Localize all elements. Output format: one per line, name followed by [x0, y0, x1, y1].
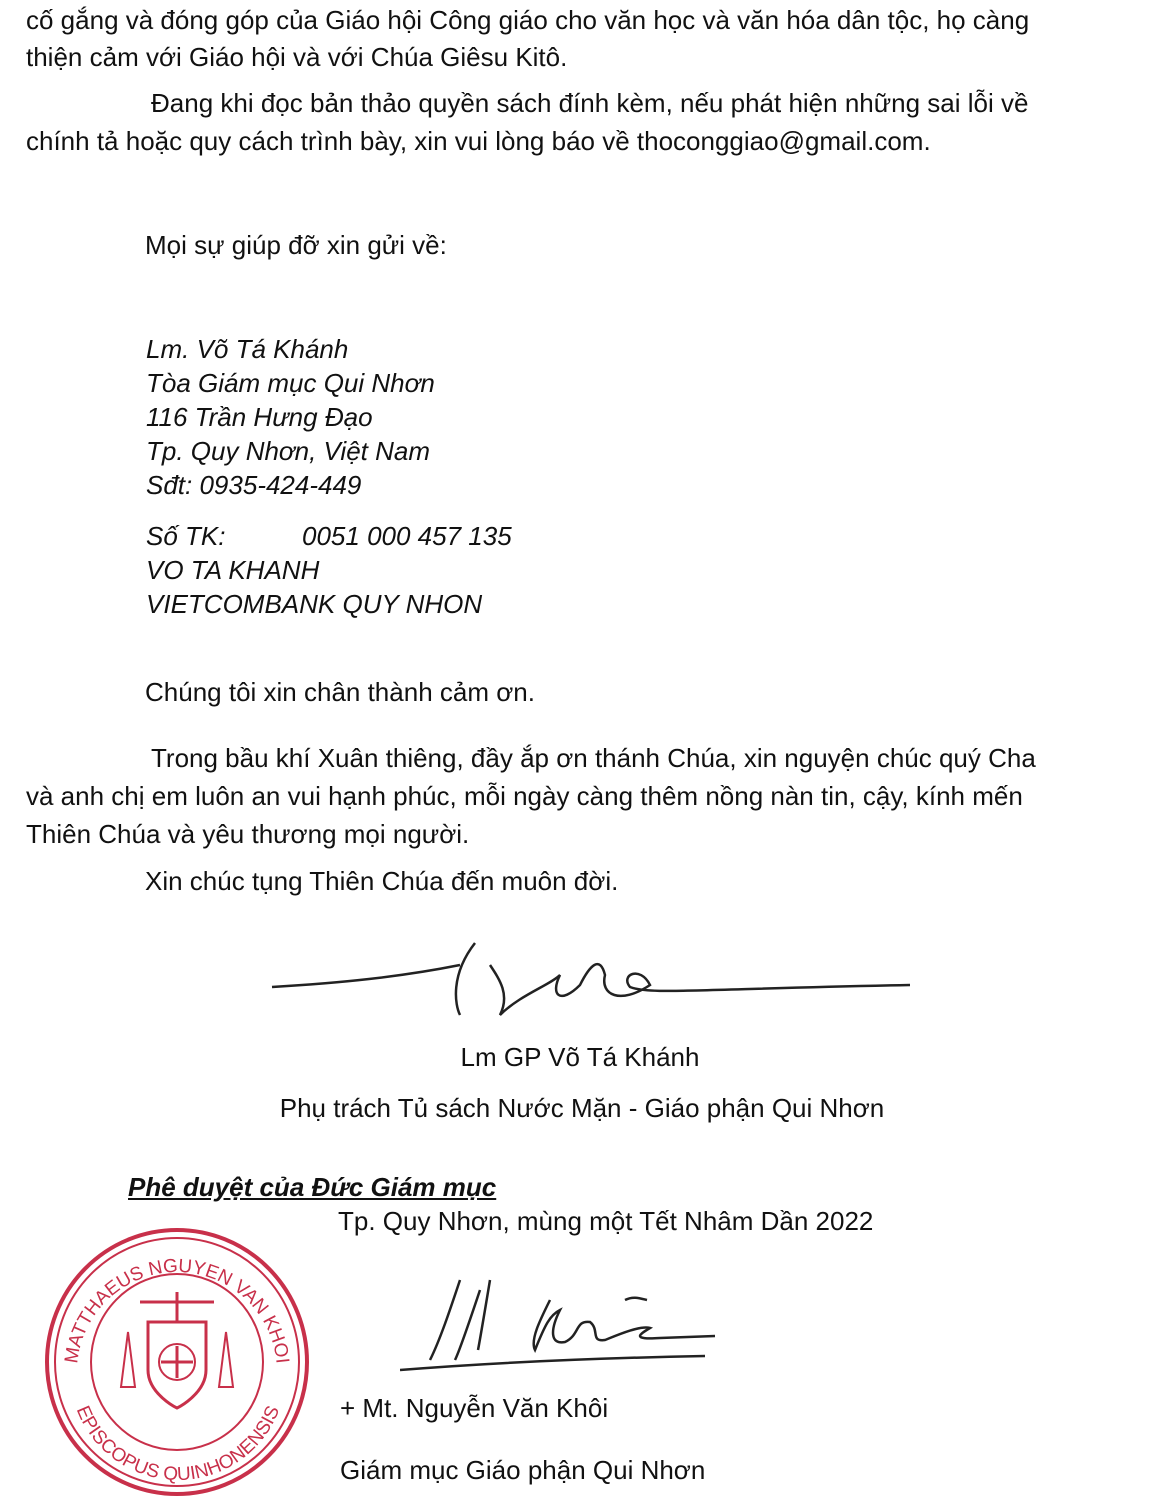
text-line: Thiên Chúa và yêu thương mọi người.: [26, 819, 470, 849]
signature-khanh: [260, 925, 920, 1025]
seal-text-bottom: EPISCOPUS QUINHONENSIS: [71, 1402, 285, 1486]
account-label: Số TK:: [146, 521, 226, 551]
signer-name: Lm GP Võ Tá Khánh: [460, 1042, 700, 1072]
bishop-role: Giám mục Giáo phận Qui Nhơn: [340, 1455, 706, 1485]
text-line: chính tả hoặc quy cách trình bày, xin vui lòng báo về thoconggiao@gmail.com.: [26, 126, 931, 156]
signer-role: Phụ trách Tủ sách Nước Mặn - Giáo phận Qui Nhơn: [279, 1093, 885, 1123]
address-line: Lm. Võ Tá Khánh: [146, 334, 349, 364]
account-number: 0051 000 457 135: [302, 521, 512, 551]
phone-line: Sđt: 0935-424-449: [146, 470, 362, 500]
address-line: Tp. Quy Nhơn, Việt Nam: [146, 436, 431, 466]
bishop-seal-stamp: [40, 1222, 315, 1497]
help-intro: Mọi sự giúp đỡ xin gửi về:: [145, 230, 447, 260]
seal-text-top: MATTHAEUS NGUYEN VAN KHOI: [61, 1255, 293, 1365]
text-line: Trong bầu khí Xuân thiêng, đầy ắp ơn thánh Chúa, xin nguyện chúc quý Cha: [151, 743, 1036, 773]
text-line: cố gắng và đóng góp của Giáo hội Công giáo cho văn học và văn hóa dân tộc, họ càng: [26, 5, 1030, 35]
text-line: thiện cảm với Giáo hội và với Chúa Giêsu Kitô.: [26, 42, 568, 72]
address-line: Tòa Giám mục Qui Nhơn: [146, 368, 435, 398]
approval-date: Tp. Quy Nhơn, mùng một Tết Nhâm Dần 2022: [338, 1206, 874, 1236]
thanks-text: Chúng tôi xin chân thành cảm ơn.: [145, 677, 535, 707]
text-line: Đang khi đọc bản thảo quyền sách đính kèm, nếu phát hiện những sai lỗi về: [151, 88, 1029, 118]
closing-text: Xin chúc tụng Thiên Chúa đến muôn đời.: [145, 866, 619, 896]
account-holder: VO TA KHANH: [146, 555, 320, 585]
bishop-name: + Mt. Nguyễn Văn Khôi: [340, 1393, 609, 1423]
bank-name: VIETCOMBANK QUY NHON: [146, 589, 483, 619]
approval-title: Phê duyệt của Đức Giám mục: [128, 1172, 497, 1202]
signature-bishop: [400, 1270, 730, 1380]
address-line: 116 Trần Hưng Đạo: [146, 402, 373, 432]
text-line: và anh chị em luôn an vui hạnh phúc, mỗi ngày càng thêm nồng nàn tin, cậy, kính mến: [26, 781, 1023, 811]
